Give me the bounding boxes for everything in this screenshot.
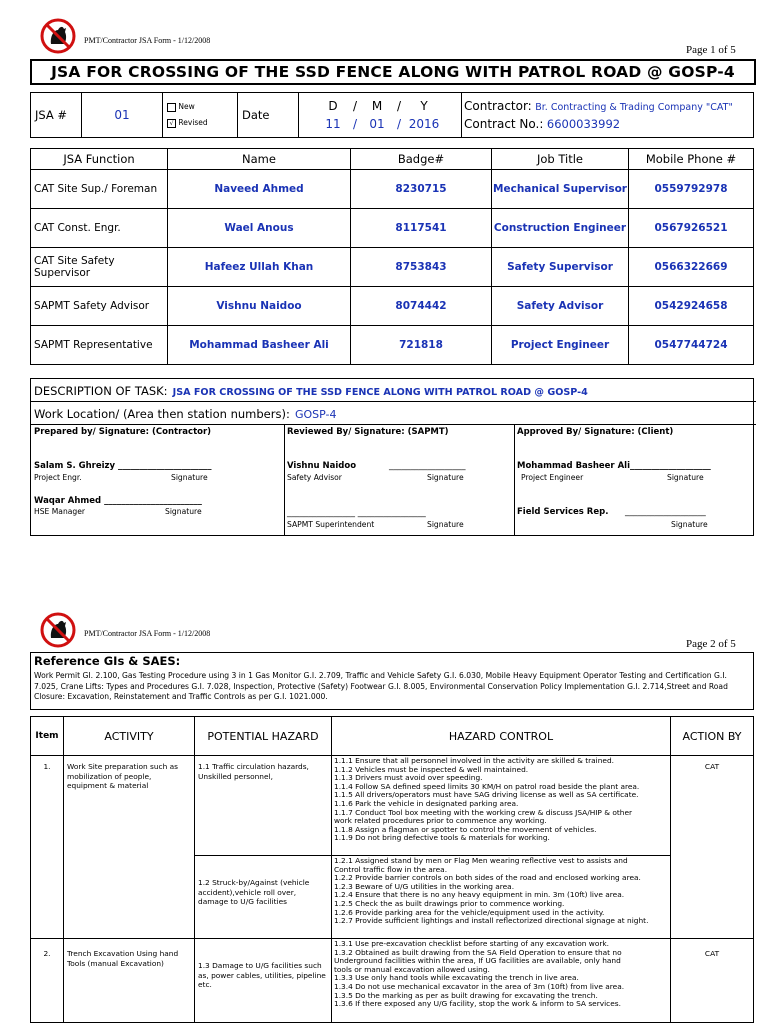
- action-by: CAT: [671, 939, 754, 1023]
- hazard-control-item: 1.2.1 Assigned stand by men or Flag Men wearing reflective vest to assists and: [334, 856, 628, 865]
- hazard-control-item: 1.1.1 Ensure that all personnel involved in the activity are skilled & trained.: [334, 756, 615, 765]
- hazard-control-item: 1.1.3 Drivers must avoid over speeding.: [334, 773, 483, 783]
- table-header-row: [31, 717, 754, 756]
- hazard-control-item: Control traffic flow in the area.: [334, 864, 448, 874]
- hazard-control-item: 1.1.9 Do not bring defective tools & materials for working.: [334, 833, 550, 843]
- table-row: [31, 248, 754, 287]
- table-row: [31, 756, 754, 856]
- approved-by-label: Approved By/ Signature: (Client): [517, 427, 674, 437]
- reference-section: [30, 652, 754, 710]
- item-number: 2.: [31, 939, 64, 1023]
- table-row: [31, 939, 754, 1023]
- prepared-by-name-1: Salam S. Ghreizy ______________________: [34, 461, 212, 471]
- hazard-control-item: 1.1.2 Vehicles must be inspected & well maintained.: [334, 764, 529, 774]
- person-name: Wael Anous: [168, 209, 351, 248]
- approved-by-name: Mohammad Basheer Ali___________________: [517, 461, 711, 471]
- col-header: Name: [168, 149, 351, 170]
- hazard-control-item: 1.2.3 Beware of U/G utilities in the working area.: [334, 881, 515, 891]
- personnel-table: [30, 148, 754, 365]
- no-animals-logo-icon: [40, 18, 76, 54]
- hazard-control-list: [332, 939, 671, 1023]
- col-header: Job Title: [492, 149, 629, 170]
- hazard-control-item: 1.1.8 Assign a flagman or spotter to control the movement of vehicles.: [334, 824, 597, 834]
- signature-caption: Signature: [671, 520, 708, 529]
- reviewed-by-name: Vishnu Naidoo: [287, 461, 357, 471]
- hazard-control-item: 1.1.5 All drivers/operators must have SAG driving license as well as SA certificate.: [334, 790, 639, 800]
- hazard-control-list: [332, 856, 671, 939]
- activity-description: Trench Excavation Using hand Tools (manual Excavation): [64, 939, 195, 1023]
- reference-title: Reference GIs & SAES:: [34, 654, 181, 668]
- table-row: [31, 287, 754, 326]
- hazard-control-list: [332, 756, 671, 856]
- col-header: HAZARD CONTROL: [332, 717, 671, 756]
- hazard-control-item: 1.3.2 Obtained as built drawing from the SA Field Operation to ensure that no: [334, 947, 622, 957]
- prepared-by-label: Prepared by/ Signature: (Contractor): [34, 427, 212, 437]
- hazard-control-item: 1.1.4 Follow SA defined speed limits 30 KM/H on patrol road beside the plant area.: [334, 781, 640, 791]
- revision-status: New √ Revised: [163, 93, 238, 138]
- prepared-by-role-2: HSE Manager: [34, 507, 86, 516]
- hazard-control-item: 1.2.5 Check the as built drawings prior to commence working.: [334, 898, 565, 908]
- job-title: Safety Advisor: [492, 287, 629, 326]
- no-animals-logo-icon: [40, 612, 76, 648]
- page-title: JSA FOR CROSSING OF THE SSD FENCE ALONG WITH PATROL ROAD @ GOSP-4: [30, 59, 756, 85]
- badge-number: 721818: [351, 326, 492, 365]
- person-name: Mohammad Basheer Ali: [168, 326, 351, 365]
- job-title: Mechanical Supervisor: [492, 170, 629, 209]
- page-number: Page 1 of 5: [686, 44, 736, 56]
- person-name: Hafeez Ullah Khan: [168, 248, 351, 287]
- badge-number: 8230715: [351, 170, 492, 209]
- col-header: ACTIVITY: [64, 717, 195, 756]
- work-location-label: Work Location/ (Area then station numbers):: [34, 407, 290, 421]
- hazard-control-item: 1.2.4 Ensure that there is no any heavy equipment in min. 3m (10ft) live area.: [334, 890, 625, 900]
- mobile-phone: 0547744724: [629, 326, 754, 365]
- table-row: [31, 326, 754, 365]
- table-row: [31, 209, 754, 248]
- col-header: Badge#: [351, 149, 492, 170]
- hazard-control-item: 1.3.1 Use pre-excavation checklist before starting of any excavation work.: [334, 939, 610, 948]
- badge-number: 8117541: [351, 209, 492, 248]
- potential-hazard: 1.3 Damage to U/G facilities such as, power cables, utilities, pipeline etc.: [195, 939, 332, 1023]
- hazard-control-item: 1.3.3 Use only hand tools while excavating the trench in live area.: [334, 973, 579, 983]
- prepared-by-name-2: Waqar Ahmed _______________________: [34, 496, 202, 506]
- potential-hazard: 1.2 Struck-by/Against (vehicle accident),vehicle roll over, damage to U/G facilities: [195, 856, 332, 939]
- superintendent-role: SAPMT Superintendent: [287, 520, 375, 529]
- signature-caption: Signature: [165, 507, 202, 516]
- page-number: Page 2 of 5: [686, 638, 736, 650]
- potential-hazard: 1.1 Traffic circulation hazards, Unskilled personnel,: [195, 756, 332, 856]
- mobile-phone: 0542924658: [629, 287, 754, 326]
- reviewed-by-role: Safety Advisor: [287, 473, 342, 482]
- work-location-value: GOSP-4: [294, 408, 337, 421]
- hazard-control-item: 1.3.4 Do not use mechanical excavator in the area of 3m (10ft) from live area.: [334, 981, 625, 991]
- person-name: Naveed Ahmed: [168, 170, 351, 209]
- badge-number: 8753843: [351, 248, 492, 287]
- jsa-function: SAPMT Representative: [31, 326, 168, 365]
- form-label: PMT/Contractor JSA Form - 1/12/2008: [84, 629, 211, 638]
- hazard-control-item: 1.1.6 Park the vehicle in designated parking area.: [334, 798, 519, 808]
- item-number: 1.: [31, 756, 64, 939]
- hazard-control-item: 1.3.5 Do the marking as per as built drawing for excavating the trench.: [334, 990, 598, 1000]
- col-header: POTENTIAL HAZARD: [195, 717, 332, 756]
- revised-checkbox[interactable]: √: [167, 119, 176, 128]
- job-title: Project Engineer: [492, 326, 629, 365]
- table-header-row: [31, 149, 754, 170]
- signature-caption: Signature: [171, 473, 208, 482]
- jsa-function: SAPMT Safety Advisor: [31, 287, 168, 326]
- hazard-control-item: 1.1.7 Conduct Tool box meeting with the working crew & discuss JSA/HIP & other: [334, 807, 633, 817]
- jsa-number-label: JSA #: [31, 93, 82, 138]
- prepared-by-role-1: Project Engr.: [34, 473, 82, 482]
- jsa-function: CAT Const. Engr.: [31, 209, 168, 248]
- hazard-control-item: work related procedures prior to commence any working.: [334, 816, 547, 826]
- reviewed-by-label: Reviewed By/ Signature: (SAPMT): [287, 427, 449, 437]
- new-checkbox[interactable]: [167, 103, 176, 112]
- signature-caption: Signature: [427, 520, 464, 529]
- person-name: Vishnu Naidoo: [168, 287, 351, 326]
- description-value: JSA FOR CROSSING OF THE SSD FENCE ALONG WITH PATROL ROAD @ GOSP-4: [172, 387, 588, 398]
- col-header: JSA Function: [31, 149, 168, 170]
- hazard-control-item: 1.2.7 Provide sufficient lightings and install reflectorized directional signage at night.: [334, 916, 649, 926]
- col-header: ACTION BY: [671, 717, 754, 756]
- approved-by-role: Project Engineer: [521, 473, 584, 482]
- field-services-label: Field Services Rep.: [517, 507, 609, 517]
- activity-table: [30, 716, 754, 1023]
- description-label: DESCRIPTION OF TASK:: [34, 384, 168, 398]
- job-title: Construction Engineer: [492, 209, 629, 248]
- superintendent-signature-line: ________________ ________________: [287, 508, 426, 518]
- contractor-info: Contractor: Br. Contracting & Trading Company "CAT" Contract No.: 6600033992: [462, 93, 754, 138]
- hazard-control-item: 1.2.6 Provide parking area for the vehicle/equipment used in the activity.: [334, 907, 605, 917]
- hazard-control-item: 1.2.2 Provide barrier controls on both sides of the road and enclosed working area.: [334, 873, 641, 883]
- mobile-phone: 0567926521: [629, 209, 754, 248]
- action-by: CAT: [671, 756, 754, 939]
- signature-caption: Signature: [427, 473, 464, 482]
- jsa-number: 01: [82, 93, 163, 138]
- form-label: PMT/Contractor JSA Form - 1/12/2008: [84, 36, 211, 45]
- reference-text: Work Permit GI. 2.100, Gas Testing Procedure using 3 in 1 Gas Monitor G.I. 2.709, Traffic and Vehicle Safety G.I. 6.030, Mobile Heavy Equipment Operator Testing and Certification G.I. 7.025, Crane Lifts: Types and Procedures G.I. 7.028, Inspection, Protective (Safety) Footwear G.I. 8.005, Environmental Conservation Policy Implementation G.I. 2.714,Street and Road Closure: Excavation, Reinstatement and Traffic Controls as per G.I. 1021.000.: [34, 671, 728, 701]
- col-header: Item: [31, 717, 64, 756]
- signature-caption: Signature: [667, 473, 704, 482]
- activity-description: Work Site preparation such as mobilization of people, equipment & material: [64, 756, 195, 939]
- jsa-function: CAT Site Safety Supervisor: [31, 248, 168, 287]
- badge-number: 8074442: [351, 287, 492, 326]
- jsa-info-table: [30, 92, 754, 138]
- hazard-control-item: Underground facilities within the area, If UG facilities are available, only hand: [334, 956, 621, 966]
- col-header: Mobile Phone #: [629, 149, 754, 170]
- reviewed-signature-line: __________________: [389, 461, 466, 471]
- mobile-phone: 0566322669: [629, 248, 754, 287]
- hazard-control-item: tools or manual excavation allowed using.: [334, 964, 490, 974]
- table-row: [31, 170, 754, 209]
- mobile-phone: 0559792978: [629, 170, 754, 209]
- field-services-signature-line: ___________________: [625, 507, 706, 517]
- date-label: Date: [238, 93, 299, 138]
- hazard-control-item: 1.3.6 If there exposed any U/G facility, stop the work & inform to SA services.: [334, 999, 621, 1009]
- date-value: D / M / Y 11 / 01 / 2016: [299, 93, 462, 138]
- jsa-function: CAT Site Sup./ Foreman: [31, 170, 168, 209]
- task-description-section: [30, 378, 754, 536]
- job-title: Safety Supervisor: [492, 248, 629, 287]
